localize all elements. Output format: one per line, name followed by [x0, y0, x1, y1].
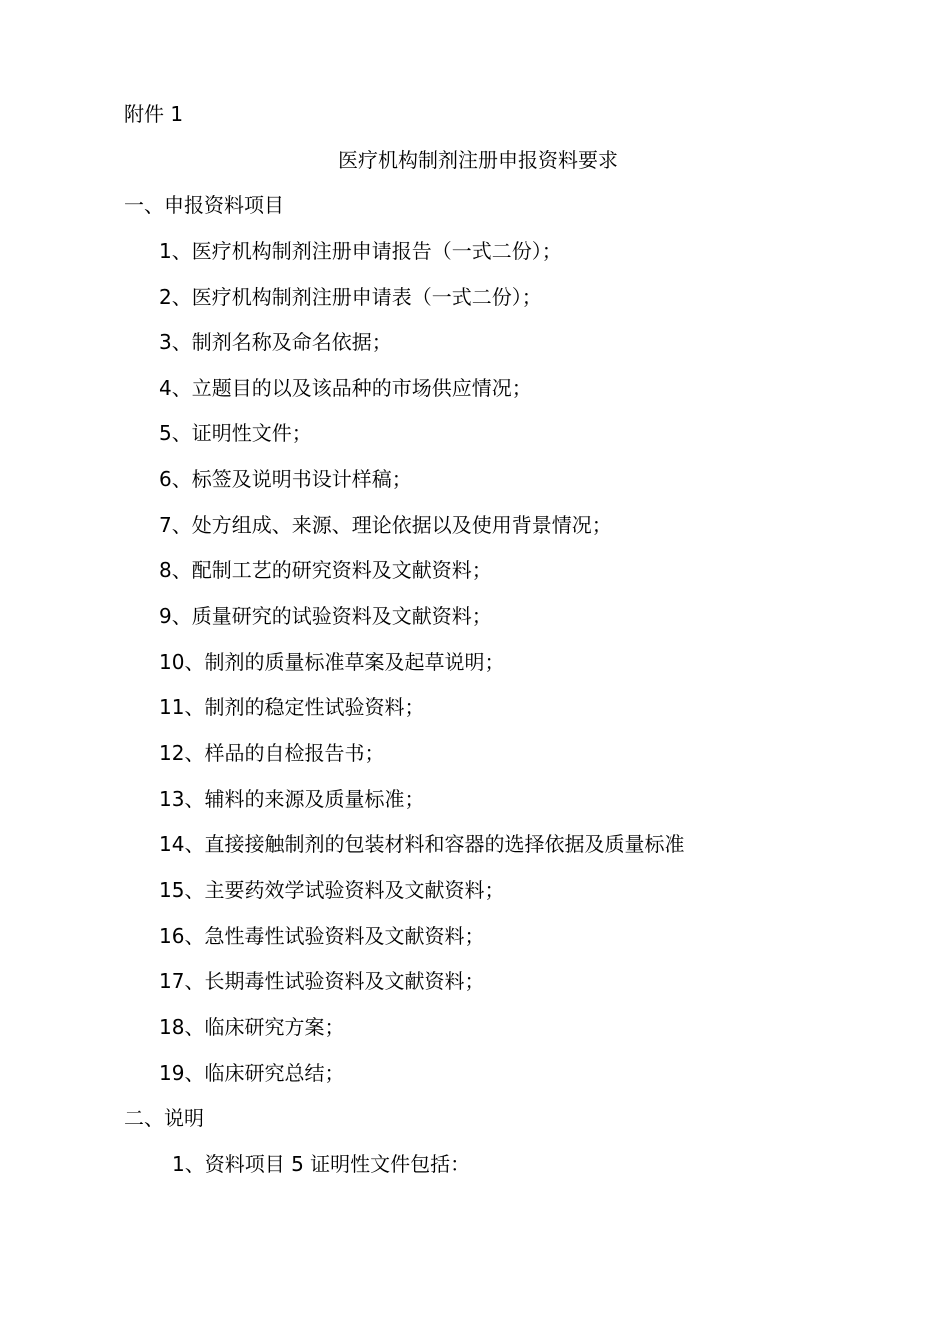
list-item: 3、制剂名称及命名依据； — [159, 330, 392, 354]
note-item: 1、资料项目 5 证明性文件包括： — [172, 1152, 471, 1176]
list-item: 6、标签及说明书设计样稿； — [159, 467, 412, 491]
list-item: 16、急性毒性试验资料及文献资料； — [159, 924, 485, 948]
list-item: 17、长期毒性试验资料及文献资料； — [159, 969, 485, 993]
list-item: 11、制剂的稳定性试验资料； — [159, 695, 425, 719]
list-item: 9、质量研究的试验资料及文献资料； — [159, 604, 492, 628]
list-item: 14、直接接触制剂的包装材料和容器的选择依据及质量标准 — [159, 832, 685, 856]
list-item: 5、证明性文件； — [159, 421, 312, 445]
document-title: 医疗机构制剂注册申报资料要求 — [338, 148, 618, 172]
list-item: 18、临床研究方案； — [159, 1015, 345, 1039]
list-item: 10、制剂的质量标准草案及起草说明； — [159, 650, 505, 674]
list-item: 2、医疗机构制剂注册申请表（一式二份）； — [159, 285, 542, 309]
list-item: 19、临床研究总结； — [159, 1061, 345, 1085]
list-item: 8、配制工艺的研究资料及文献资料； — [159, 558, 492, 582]
list-item: 15、主要药效学试验资料及文献资料； — [159, 878, 505, 902]
list-item: 1、医疗机构制剂注册申请报告（一式二份）； — [159, 239, 562, 263]
list-item: 4、立题目的以及该品种的市场供应情况； — [159, 376, 532, 400]
section-heading-items: 一、申报资料项目 — [124, 193, 284, 217]
list-item: 7、处方组成、来源、理论依据以及使用背景情况； — [159, 513, 612, 537]
attachment-label: 附件 1 — [124, 102, 184, 126]
list-item: 12、样品的自检报告书； — [159, 741, 385, 765]
section-heading-notes: 二、说明 — [124, 1106, 204, 1130]
list-item: 13、辅料的来源及质量标准； — [159, 787, 425, 811]
